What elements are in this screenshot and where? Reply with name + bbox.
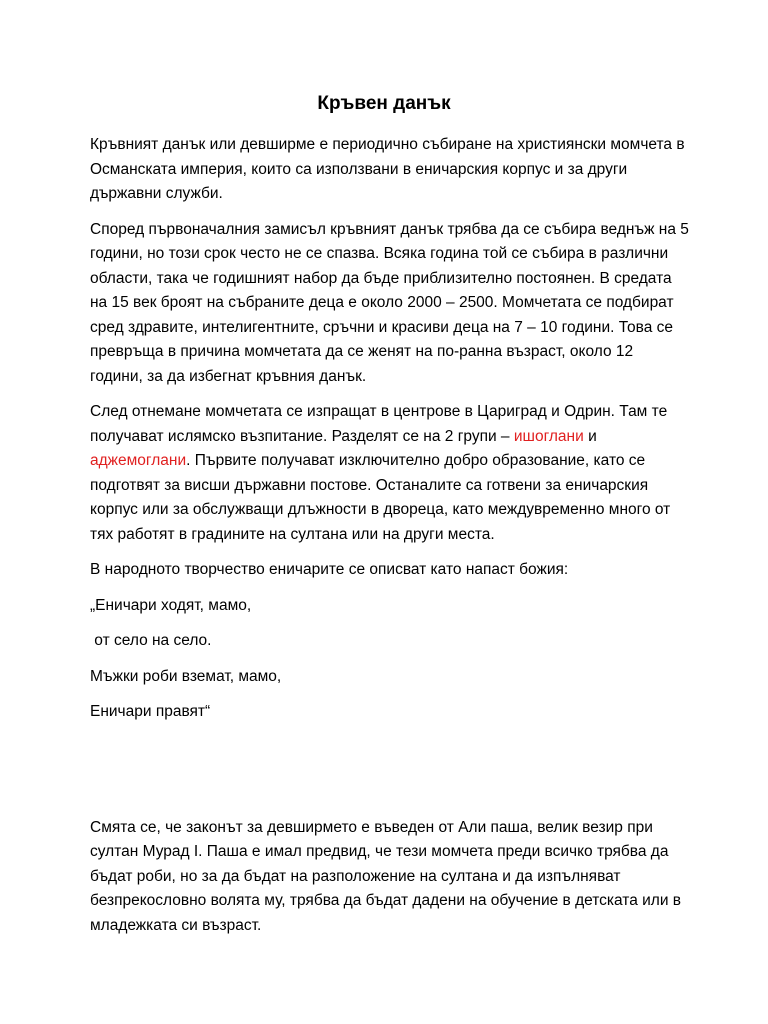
paragraph-law: Смята се, че законът за девширмето е въведен от Али паша, велик везир при султан Мурад I. Паша е имал предвид, че тези момчета преди всичко трябва да бъдат роби, но за да бъдат на разположение на султана и да изпълняват безпрекословно волята му, трябва да бъдат дадени на обучение в детската или в младежката си възраст. [90,818,682,934]
paragraph-groups-conjunction: и [583,427,597,445]
paragraph-groups [90,400,690,547]
poem-line: от село на село. [90,632,212,649]
blank-space [90,736,690,816]
poem-line: Мъжки роби вземат, мамо, [90,667,282,685]
term-adzhemoglani: аджемоглани [90,452,187,469]
paragraph-intro: Кръвният данък или девширме е периодично събиране на християнски момчета в Османската империя, които са използвани в еничарския корпус и за други държавни служби. [90,136,685,202]
paragraph-folklore: В народното творчество еничарите се описват като напаст божия: [90,561,569,578]
poem-line: Еничари правят“ [90,703,211,720]
poem-line: „Еничари ходят, мамо, [90,596,252,614]
document-title: Кръвен данък [317,93,451,114]
document-body [90,133,690,949]
paragraph-groups-text-1: След отнемане момчетата се изпращат в центрове в Цариград и Одрин. Там те получават ислямско възпитание. Разделят се на 2 групи – [90,403,668,445]
term-ishoglani: ишоглани [513,427,584,445]
paragraph-groups-text-2: . Първите получават изключително добро образование, като се подготвят за висши държавни постове. Останалите са готвени за еничарския корпус или за обслужващи длъжности в двореца, като междувременно много от тях работят в градините на султана или на други места. [90,452,671,543]
paragraph-collection: Според първоначалния замисъл кръвният данък трябва да се събира веднъж на 5 години, но този срок често не се спазва. Всяка година той се събира в различни области, така че годишният набор да бъде приблизително постоянен. В средата на 15 век броят на събраните деца е около 2000 – 2500. Момчетата се подбират сред здравите, интелигентните, сръчни и красиви деца на 7 – 10 години. Това се превръща в причина момчетата да се женят на по-ранна възраст, около 12 години, за да избегнат кръвния данък. [90,220,689,385]
